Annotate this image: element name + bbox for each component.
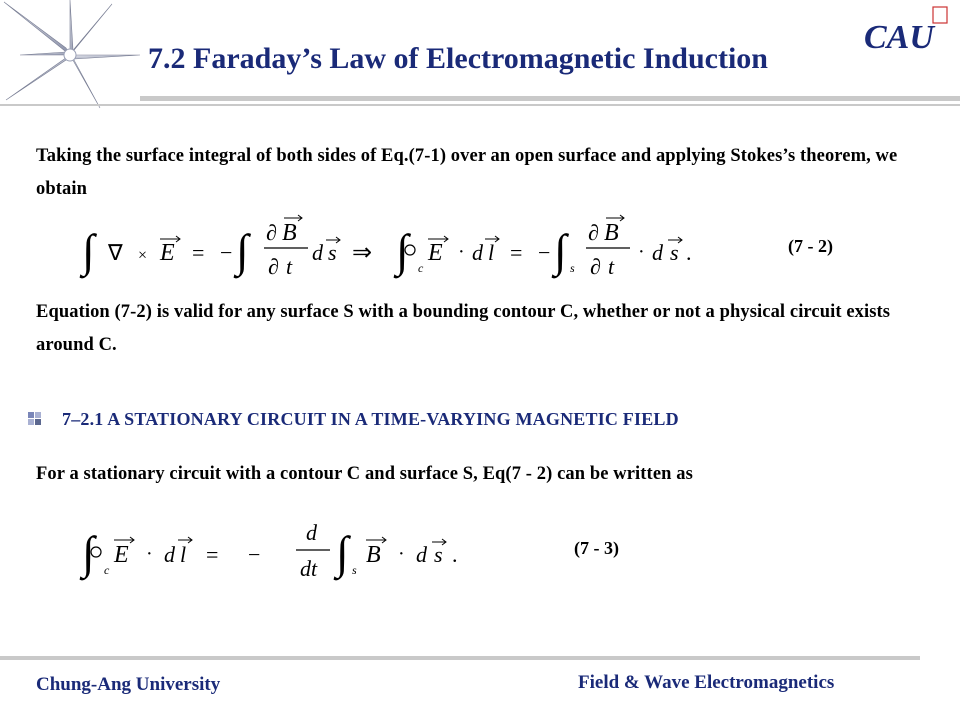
vector-s: s bbox=[670, 240, 679, 265]
vector-s: s bbox=[328, 240, 337, 265]
dot-product: · bbox=[398, 543, 405, 565]
bullet-icon bbox=[28, 412, 42, 426]
cross-symbol: × bbox=[138, 247, 148, 264]
vector-l: l bbox=[180, 542, 187, 567]
stationary-circuit-paragraph: For a stationary circuit with a contour C and surface S, Eq(7 - 2) can be written as bbox=[36, 464, 693, 484]
subscript-c: c bbox=[418, 261, 424, 275]
differential-d: d bbox=[306, 520, 317, 545]
vector-B: B bbox=[282, 220, 297, 246]
differential-d: d bbox=[164, 542, 175, 567]
differential-d: d bbox=[652, 240, 663, 265]
partial-symbol: ∂ bbox=[268, 254, 279, 279]
intro-paragraph: Taking the surface integral of both sides of Eq.(7-1) over an open surface and applying Stokes’s theorem, we obtain bbox=[36, 146, 898, 199]
dot-product: · bbox=[458, 241, 465, 263]
equation-label-7-2: (7 - 2) bbox=[788, 236, 833, 256]
minus-sign: − bbox=[538, 240, 551, 265]
vector-l: l bbox=[488, 240, 495, 265]
cau-logo-text: CAU bbox=[864, 19, 934, 56]
period: . bbox=[452, 542, 458, 567]
title-underline-rule bbox=[140, 96, 960, 101]
integral-sign: ∫ bbox=[236, 225, 249, 276]
differential-d: d bbox=[472, 240, 483, 265]
section-heading: 7–2.1 A STATIONARY CIRCUIT IN A TIME-VARYING MAGNETIC FIELD bbox=[62, 409, 679, 429]
differential-d: d bbox=[416, 542, 427, 567]
integral-sign: ∫ bbox=[554, 225, 567, 276]
dot-product: · bbox=[638, 241, 645, 263]
nabla-symbol: ∇ bbox=[108, 240, 123, 265]
vector-E: E bbox=[160, 240, 175, 266]
equation-label-7-3: (7 - 3) bbox=[574, 538, 619, 558]
cau-logo bbox=[864, 6, 956, 58]
validity-paragraph: Equation (7-2) is valid for any surface S with a bounding contour C, whether or not a physical circuit exists around C. bbox=[36, 302, 891, 355]
equation-7-3 bbox=[80, 510, 520, 590]
equation-7-2 bbox=[80, 210, 720, 286]
logo-red-box bbox=[933, 7, 947, 23]
equals-sign: = bbox=[206, 542, 219, 567]
variable-t: t bbox=[286, 254, 293, 279]
footer-course: Field & Wave Electromagnetics bbox=[578, 672, 835, 693]
starburst-decoration bbox=[0, 0, 150, 110]
footer-rule bbox=[0, 656, 920, 660]
minus-sign: − bbox=[220, 240, 233, 265]
subscript-s: s bbox=[570, 261, 575, 275]
title-underline-rule-thin bbox=[0, 104, 960, 106]
differential-d: d bbox=[312, 240, 323, 265]
footer-university: Chung-Ang University bbox=[36, 674, 221, 695]
page-title: 7.2 Faraday’s Law of Electromagnetic Induction bbox=[148, 42, 768, 75]
differential-dt: dt bbox=[300, 556, 318, 581]
subscript-s: s bbox=[352, 563, 357, 577]
vector-E: E bbox=[114, 542, 129, 568]
vector-B: B bbox=[366, 542, 381, 568]
vector-E: E bbox=[428, 240, 443, 266]
integral-sign: ∫ bbox=[336, 527, 349, 578]
equals-sign: = bbox=[192, 240, 205, 265]
equals-sign: = bbox=[510, 240, 523, 265]
subscript-c: c bbox=[104, 563, 110, 577]
integral-sign: ∫ bbox=[82, 225, 95, 276]
implies-arrow: ⇒ bbox=[352, 240, 373, 266]
period: . bbox=[686, 240, 692, 265]
dot-product: · bbox=[146, 543, 153, 565]
partial-symbol: ∂ bbox=[588, 220, 599, 245]
variable-t: t bbox=[608, 254, 615, 279]
partial-symbol: ∂ bbox=[266, 220, 277, 245]
partial-symbol: ∂ bbox=[590, 254, 601, 279]
minus-sign: − bbox=[248, 542, 261, 567]
contour-integral-sign: ∫ bbox=[396, 225, 409, 276]
vector-s: s bbox=[434, 542, 443, 567]
vector-B: B bbox=[604, 220, 619, 246]
contour-integral-sign: ∫ bbox=[82, 527, 95, 578]
